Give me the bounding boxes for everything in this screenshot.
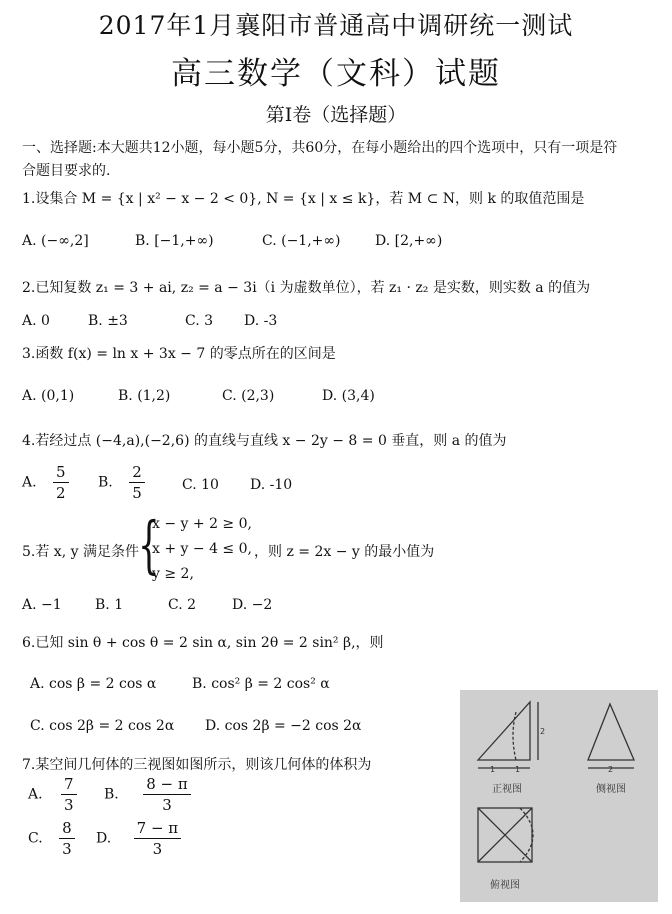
question-5-suffix: ，则 z = 2x − y 的最小值为 <box>254 544 435 560</box>
q7-b-denominator: 3 <box>162 796 172 814</box>
question-4-stem: 4.若经过点 (−4,a),(−2,6) 的直线与直线 x − 2y − 8 = 0 垂直，则 a 的值为 <box>22 433 507 449</box>
front-view-hidden-arc <box>513 712 516 760</box>
q7-option-d-fraction <box>134 818 182 859</box>
q5-option-d: D. −2 <box>232 597 273 613</box>
q3-option-d: D. (3,4) <box>322 388 375 404</box>
q5-option-b: B. 1 <box>95 597 124 613</box>
q5-option-c: C. 2 <box>168 597 197 613</box>
q4-option-a <box>22 462 69 503</box>
q7-option-d-label: D. <box>96 830 112 847</box>
q4-option-a-label: A. <box>22 474 37 491</box>
question-6-stem: 6.已知 sin θ + cos θ = 2 sin α, sin 2θ = 2 sin² β,，则 <box>22 635 384 651</box>
q6-option-c: C. cos 2β = 2 cos 2α <box>30 718 175 734</box>
top-view-hidden-arc <box>520 808 533 862</box>
q7-option-b-fraction <box>143 774 191 815</box>
side-view-label: 侧视图 <box>596 784 626 795</box>
q7-d-denominator: 3 <box>152 840 163 858</box>
q6-option-a: A. cos β = 2 cos α <box>30 676 157 692</box>
q7-a-denominator: 3 <box>64 796 74 814</box>
q7-option-c <box>28 818 75 859</box>
q5-condition-2: x + y − 4 ≤ 0, <box>152 541 252 557</box>
top-view-label: 俯视图 <box>490 880 520 891</box>
side-view-triangle <box>588 704 634 760</box>
front-dim-right: 1 <box>515 765 521 774</box>
q6-option-d: D. cos 2β = −2 cos 2α <box>205 718 362 734</box>
q4-option-d: D. -10 <box>250 477 293 493</box>
q7-d-numerator: 7 − π <box>134 818 182 839</box>
front-view-triangle <box>478 702 530 760</box>
q1-option-c: C. (−1,+∞) <box>262 233 341 249</box>
q2-option-d: D. -3 <box>244 313 278 329</box>
q7-option-a-fraction <box>61 774 77 815</box>
front-view <box>478 702 538 768</box>
front-dim-left: 1 <box>490 765 496 774</box>
q7-option-c-label: C. <box>28 830 43 847</box>
q4-a-numerator: 5 <box>53 462 69 483</box>
q4-option-c: C. 10 <box>182 477 219 493</box>
q4-b-numerator: 2 <box>129 462 145 483</box>
q3-option-a: A. (0,1) <box>22 388 75 404</box>
q1-option-d: D. [2,+∞) <box>375 233 443 249</box>
q3-option-b: B. (1,2) <box>118 388 171 404</box>
q5-condition-3: y ≥ 2, <box>152 566 194 582</box>
question-2-stem: 2.已知复数 z₁ = 3 + ai, z₂ = a − 3i（i 为虚数单位），若 z₁ · z₂ 是实数，则实数 a 的值为 <box>22 280 591 296</box>
q7-c-numerator: 8 <box>59 818 75 839</box>
q4-option-b <box>98 462 145 503</box>
question-1-stem: 1.设集合 M = {x | x² − x − 2 < 0}, N = {x | x ≤ k}，若 M ⊂ N，则 k 的取值范围是 <box>22 191 585 207</box>
exam-subtitle: 高三数学（文科）试题 <box>171 56 501 92</box>
exam-title: 2017年1月襄阳市普通高中调研统一测试 <box>98 11 574 40</box>
side-dim-width: 2 <box>608 765 614 774</box>
intro-line-2: 合题目要求的. <box>22 163 111 179</box>
q7-option-a <box>28 774 77 815</box>
q5-condition-1: x − y + 2 ≥ 0, <box>152 516 252 532</box>
question-7-stem: 7.某空间几何体的三视图如图所示，则该几何体的体积为 <box>22 757 372 773</box>
q7-option-b-label: B. <box>104 786 119 803</box>
q4-b-denominator: 5 <box>132 484 142 502</box>
q2-option-a: A. 0 <box>22 313 50 329</box>
front-dim-height: 2 <box>540 727 546 736</box>
side-view <box>588 704 634 768</box>
front-view-label: 正视图 <box>492 784 522 795</box>
q4-a-denominator: 2 <box>56 484 66 502</box>
section-title: 第Ⅰ卷（选择题） <box>265 104 407 126</box>
q7-option-d <box>96 818 181 859</box>
q4-option-b-fraction <box>129 462 145 503</box>
intro-line-1: 一、选择题:本大题共12小题，每小题5分，共60分，在每小题给出的四个选项中，只有一项是符 <box>22 140 618 156</box>
three-view-drawing <box>460 690 658 902</box>
q4-option-b-label: B. <box>98 474 113 491</box>
q2-option-c: C. 3 <box>185 313 214 329</box>
system-brace: { <box>138 508 160 581</box>
q7-b-numerator: 8 − π <box>143 774 191 795</box>
q7-option-a-label: A. <box>28 786 43 803</box>
q1-option-a: A. (−∞,2] <box>22 233 89 249</box>
q3-option-c: C. (2,3) <box>222 388 275 404</box>
q2-option-b: B. ±3 <box>88 313 128 329</box>
q6-option-b: B. cos² β = 2 cos² α <box>192 676 330 692</box>
question-5-prefix: 5.若 x, y 满足条件 <box>22 544 139 560</box>
q7-a-numerator: 7 <box>61 774 77 795</box>
question-3-stem: 3.函数 f(x) = ln x + 3x − 7 的零点所在的区间是 <box>22 346 336 362</box>
q4-option-a-fraction <box>53 462 69 503</box>
q7-c-denominator: 3 <box>62 840 72 858</box>
q5-option-a: A. −1 <box>22 597 62 613</box>
q7-option-b <box>104 774 191 815</box>
q7-option-c-fraction <box>59 818 75 859</box>
top-view <box>478 808 533 862</box>
q1-option-b: B. [−1,+∞) <box>135 233 214 249</box>
three-view-figure <box>460 690 658 902</box>
